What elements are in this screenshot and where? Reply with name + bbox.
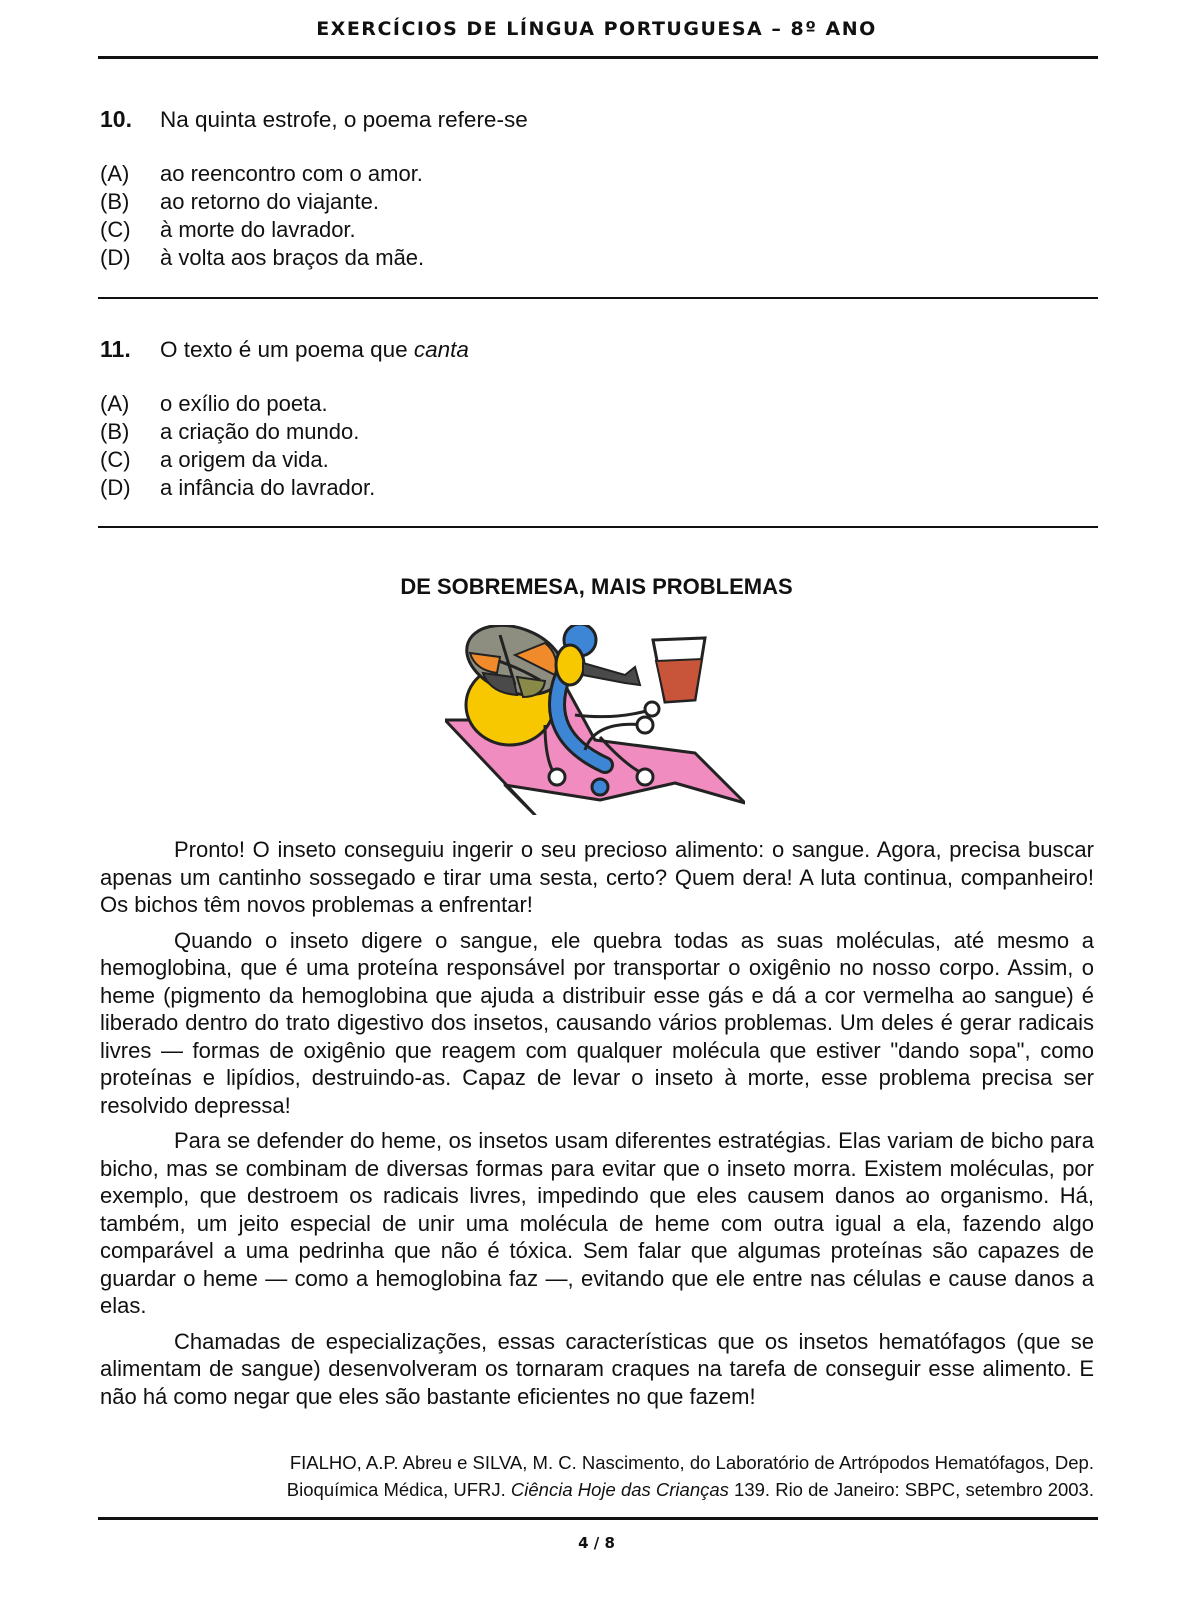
option-letter: (D) — [100, 475, 131, 500]
citation-text: Bioquímica Médica, UFRJ. — [286, 1479, 511, 1500]
option-text: ao retorno do viajante. — [160, 189, 379, 214]
article-paragraph: Pronto! O inseto conseguiu ingerir o seu precioso alimento: o sangue. Agora, precisa buscar apenas um cantinho sossegado e tirar uma sesta, certo? Quem dera! A luta continua, companheiro! Os bichos têm novos problemas a enfrentar! — [100, 837, 1094, 917]
option-letter: (A) — [100, 391, 130, 416]
citation-text: 139. Rio de Janeiro: SBPC, setembro 2003. — [728, 1479, 1094, 1500]
option-a — [100, 160, 1080, 188]
citation-line-1: FIALHO, A.P. Abreu e SILVA, M. C. Nascimento, do Laboratório de Artrópodos Hematófagos, Dep. — [289, 1452, 1094, 1473]
article-paragraph: Quando o inseto digere o sangue, ele quebra todas as suas moléculas, até mesmo a hemoglobina, que é uma proteína responsável por transportar o oxigênio no nosso corpo. Assim, o heme (pigmento da hemoglobina que ajuda a distribuir esse gás e dá a cor vermelha ao sangue) é liberado dentro do trato digestivo dos insetos, causando vários problemas. Um deles é gerar radicais livres — formas de oxigênio que reagem com qualquer molécula que estiver "dando sopa", como proteínas e lipídios, destruindo-as. Capaz de levar o inseto à morte, esse problema precisa ser resolvido depressa! — [100, 927, 1094, 1118]
option-d — [100, 474, 1080, 502]
option-a — [100, 390, 1080, 418]
option-text: à morte do lavrador. — [160, 217, 356, 242]
options-list — [100, 160, 1080, 272]
option-letter: (C) — [100, 217, 131, 242]
option-letter: (D) — [100, 245, 131, 270]
header-divider — [98, 56, 1098, 59]
section-divider — [98, 297, 1098, 299]
question-stem: O texto é um poema que — [160, 337, 414, 362]
option-text: à volta aos braços da mãe. — [160, 245, 425, 270]
option-d — [100, 244, 1080, 272]
article-body — [100, 836, 1094, 1418]
option-letter: (B) — [100, 189, 130, 214]
footer-divider — [98, 1517, 1098, 1520]
option-b — [100, 188, 1080, 216]
option-letter: (B) — [100, 419, 130, 444]
option-letter: (A) — [100, 161, 130, 186]
question-11 — [100, 335, 1080, 502]
page-number: 4 / 8 — [578, 1534, 615, 1552]
section-divider — [98, 526, 1098, 528]
option-b — [100, 418, 1080, 446]
option-text: ao reencontro com o amor. — [160, 161, 423, 186]
option-letter: (C) — [100, 447, 131, 472]
question-number: 11. — [100, 336, 131, 362]
citation-line-2 — [150, 1476, 1094, 1503]
option-c — [100, 216, 1080, 244]
article-paragraph: Para se defender do heme, os insetos usam diferentes estratégias. Elas variam de bicho para bicho, mas se combinam de diversas formas para evitar que o inseto morra. Existem moléculas, por exemplo, que destroem os radicais livres, impedindo que eles causem danos ao organismo. Há, também, um jeito especial de unir uma molécula de heme com outra igual a ela, fazendo algo comparável a uma pedrinha que não é tóxica. Sem falar que algumas proteínas são capazes de guardar o heme — como a hemoglobina faz —, evitando que ele entre nas células e cause danos a elas. — [100, 1128, 1094, 1318]
question-stem-emphasis: canta — [413, 337, 469, 362]
question-number: 10. — [100, 106, 132, 132]
article-paragraph: Chamadas de especializações, essas características que os insetos hematófagos (que se alimentam de sangue) desenvolveram os tornaram craques na tarefa de conseguir esse alimento. E não há como negar que eles são bastante eficientes no que fazem! — [100, 1328, 1094, 1409]
question-10 — [100, 105, 1080, 272]
option-text: a infância do lavrador. — [160, 475, 376, 500]
insect-illustration — [445, 625, 745, 815]
option-c — [100, 446, 1080, 474]
article-title: DE SOBREMESA, MAIS PROBLEMAS — [400, 574, 793, 599]
option-text: a criação do mundo. — [160, 419, 360, 444]
source-citation — [150, 1449, 1094, 1503]
page-header-title: EXERCÍCIOS DE LÍNGUA PORTUGUESA – 8º ANO — [316, 18, 877, 40]
option-text: a origem da vida. — [160, 447, 329, 472]
question-stem: Na quinta estrofe, o poema refere-se — [160, 107, 528, 132]
citation-publication: Ciência Hoje das Crianças — [510, 1479, 729, 1500]
option-text: o exílio do poeta. — [160, 391, 328, 416]
options-list — [100, 390, 1080, 502]
